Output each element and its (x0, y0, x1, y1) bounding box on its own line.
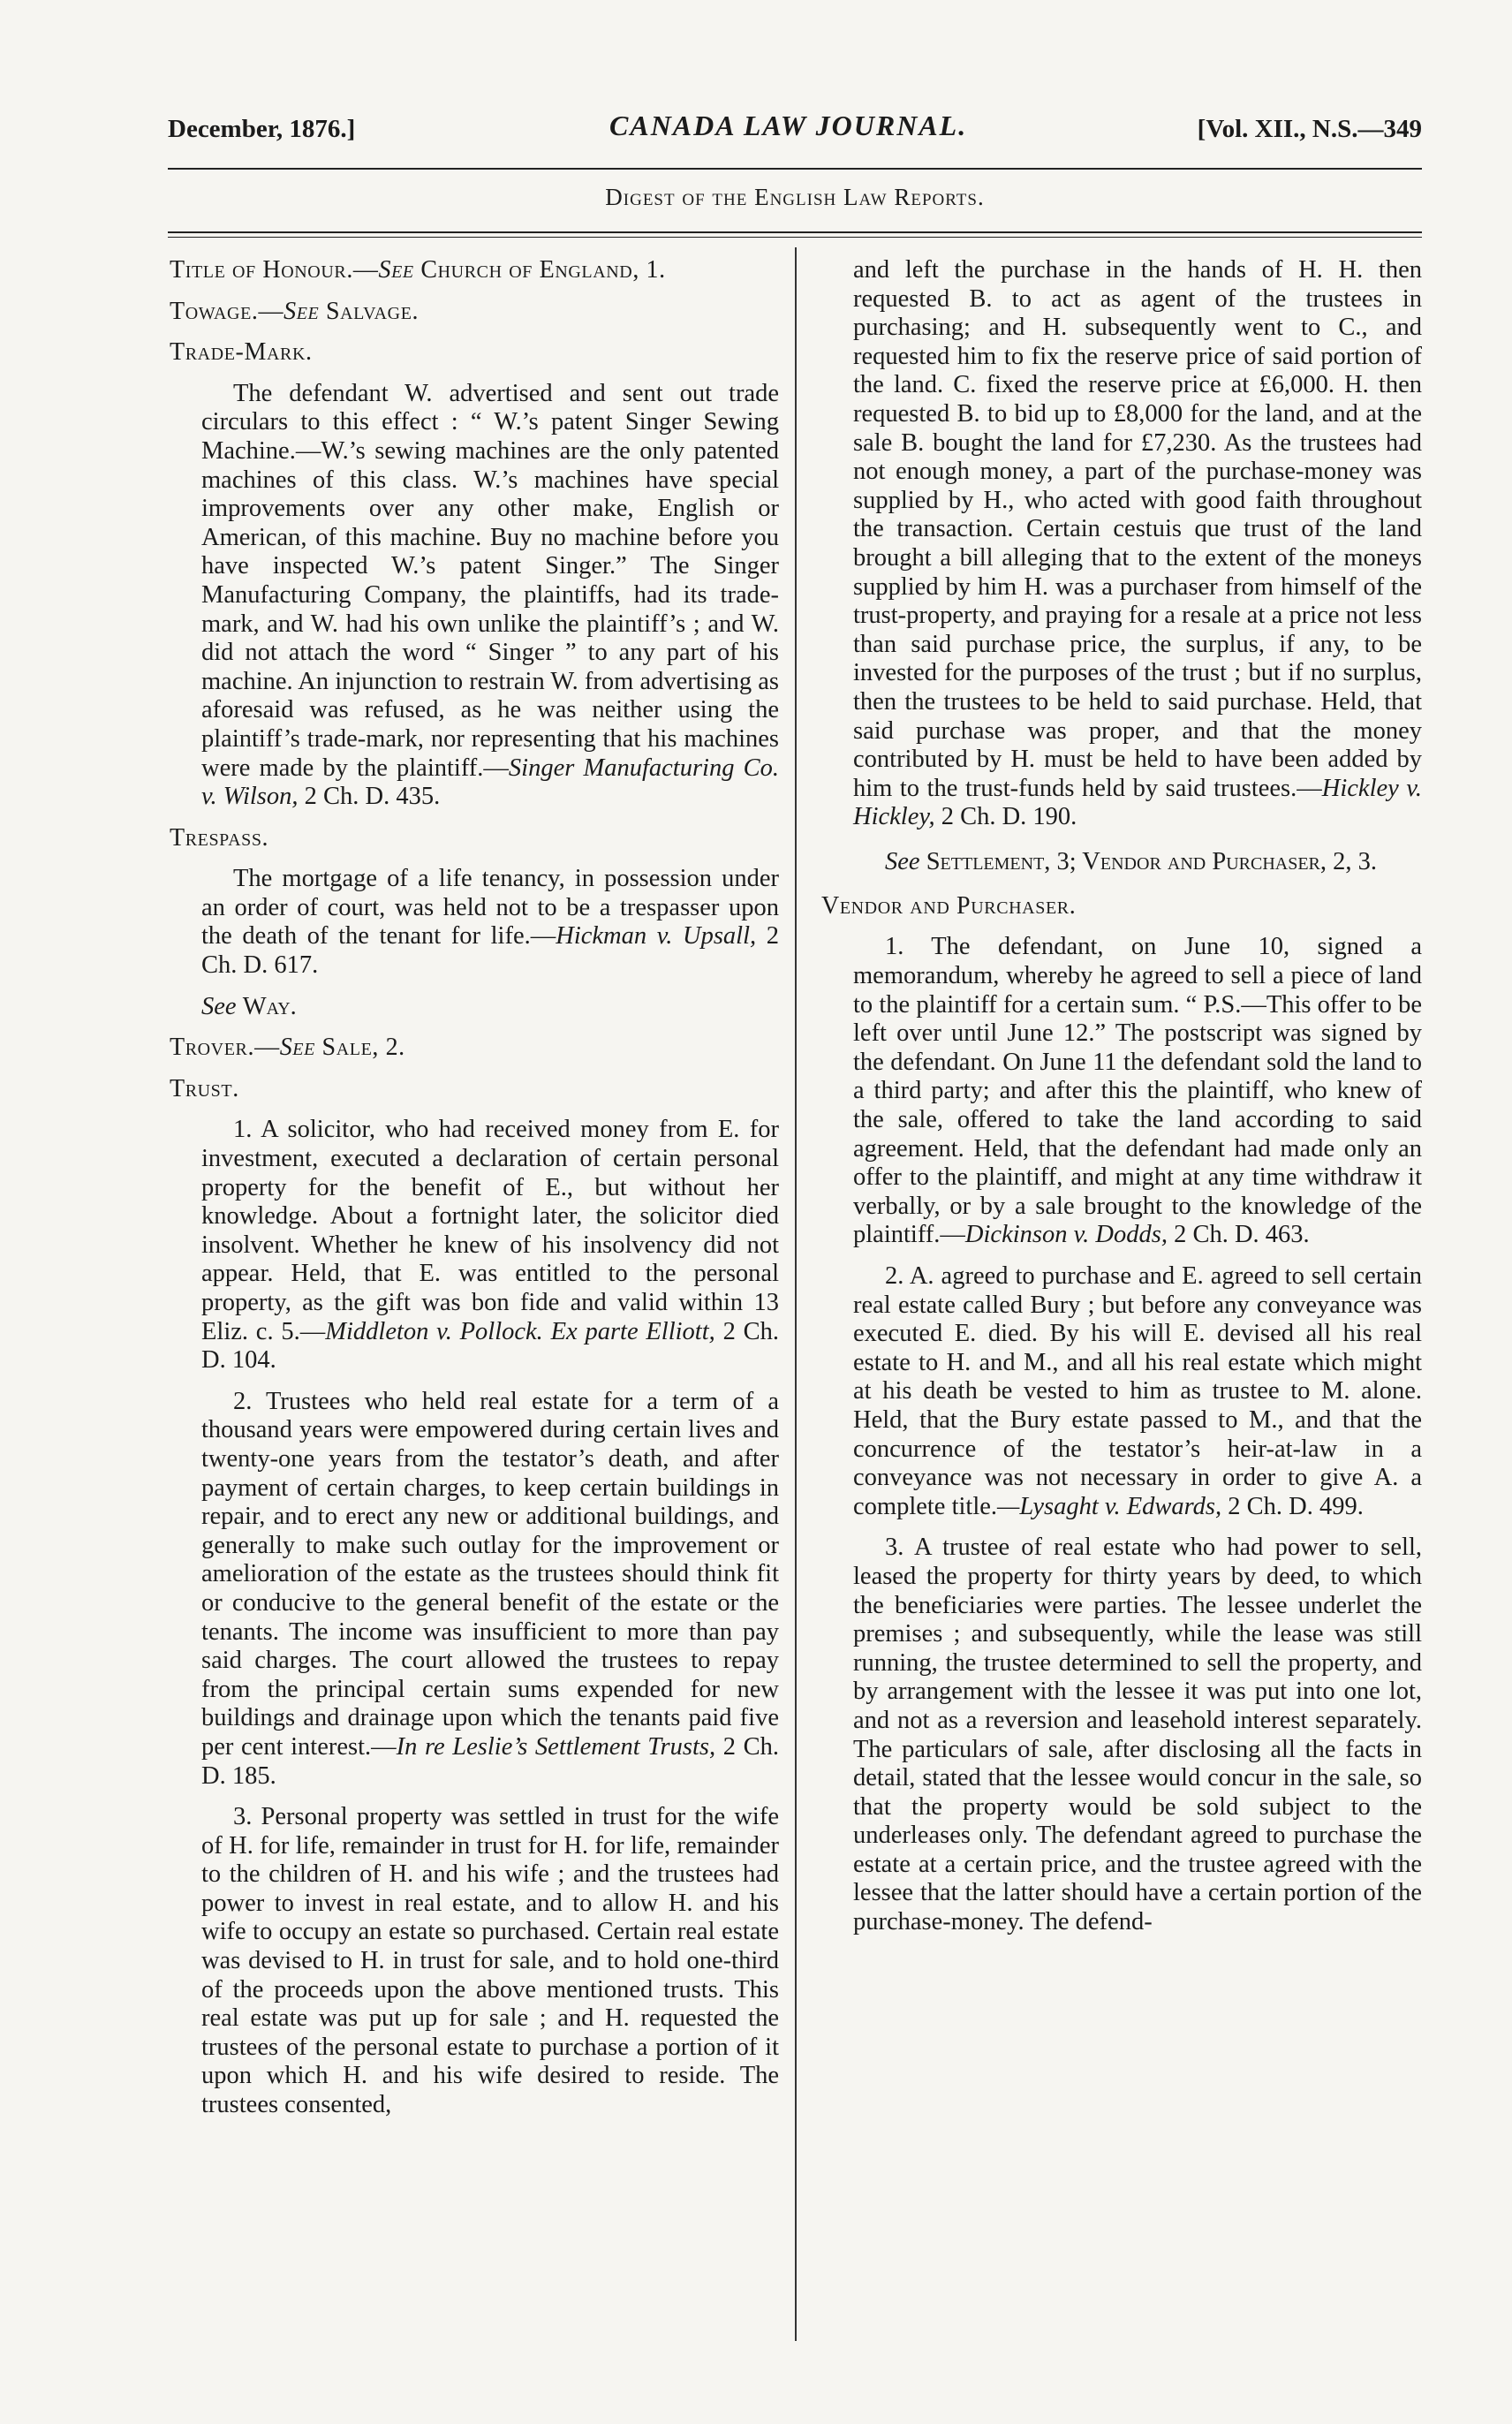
paragraph-text: 1. A solicitor, who had received money from E. for investment, executed a declaration of certain personal property for the benefit of E., but without her knowledge. About a fortnight later, the solicitor died insolvent. Whether he knew of his insolvency did not appear. Held, that E. was entitled to the personal property, as the gift was bon fide and valid within 13 Eliz. c. 5.— (201, 1116, 779, 1345)
paragraph-text: 2. A. agreed to purchase and E. agreed to sell certain real estate called Bury ; but before any conveyance was executed E. died. By his will E. devised all his real estate to H. and M., and all his real estate which might at his death be vested to him as trustee to M. alone. Held, that the Bury estate passed to M., and that the concurrence of the testator’s heir-at-law in a conveyance was not necessary in order to give A. a complete title. (853, 1262, 1422, 1520)
case-name: —Lysaght v. Edwards, (997, 1492, 1222, 1520)
paragraph (201, 1803, 779, 2120)
see-word: See (284, 297, 320, 325)
case-name: Hickley v. Hickley, (853, 774, 1422, 831)
header-journal-title: CANADA LAW JOURNAL. (609, 110, 968, 141)
paragraph (201, 380, 779, 812)
cross-reference: Salvage. (325, 297, 420, 325)
running-header (168, 108, 1422, 154)
subheading-rule-thin (168, 237, 1422, 238)
see-word: See (201, 992, 237, 1020)
heading-trust: Trust. (170, 1074, 239, 1102)
case-name: Singer Manufacturing Co. v. Wilson, (201, 754, 779, 811)
entry-towage (170, 298, 779, 327)
citation: 2 Ch. D. 617. (201, 922, 779, 980)
entry-title-of-honour (170, 256, 779, 285)
right-column (821, 256, 1422, 1950)
citation: 2 Ch. D. 104. (201, 1317, 779, 1375)
heading-label: Title of Honour.— (170, 256, 379, 284)
see-word: See (378, 256, 414, 284)
see-also (201, 993, 779, 1022)
case-name: In re Leslie’s Settlement Trusts, (396, 1732, 716, 1761)
heading-label: Towage.— (170, 297, 284, 325)
paragraph (201, 1388, 779, 1791)
entry-trespass (201, 865, 779, 1021)
case-name: Hickman v. Upsall, (556, 922, 757, 951)
citation: 2 Ch. D. 463. (1167, 1221, 1310, 1249)
paragraph-text: 1. The defendant, on June 10, signed a memorandum, whereby he agreed to sell a piece of land to the plaintiff for a certain sum. “ P.S.—This offer to be left over until June 12.” The postscript was signed by the defendant. On June 11 the defendant sold the land to a third party; and after this the plaintiff, who knew of the sale, offered to take the land according to said agreement. Held, that the defendant had made only an offer to the plaintiff, and might at any time withdraw it verbally, or by a sale brought to the knowledge of the plaintiff.— (853, 933, 1422, 1249)
paragraph-text: The defendant W. advertised and sent out trade circulars to this effect : “ W.’s patent Singer Sewing Machine.—W.’s sewing machines are the only patented machines of this class. W.’s machines have special improvements over any other make, English or American, of this machine. Buy no machine before you have inspected W.’s patent Singer.” The Singer Manufacturing Company, the plaintiffs, had its trade-mark, and W. had his own unlike the plaintiff’s ; and W. did not attach the word “ Singer ” to any part of his machine. An injunction to restrain W. from advertising as aforesaid was refused, as he was neither using the plaintiff’s trade-mark, nor representing that his machines were made by the plaintiff.— (201, 379, 779, 782)
cross-reference: Sale, 2. (321, 1034, 405, 1062)
cross-reference: Way. (242, 992, 297, 1020)
see-also (885, 845, 1422, 880)
paragraph (853, 1262, 1422, 1521)
header-rule (168, 168, 1422, 170)
case-name: Middleton v. Pollock. Ex parte Elliott, (325, 1317, 715, 1345)
column-divider (795, 247, 797, 2341)
citation: 2 Ch. D. 435. (298, 783, 441, 811)
paragraph-text: and left the purchase in the hands of H. H. then requested B. to act as agent of the trustees in purchasing; and H. subsequently went to C., and requested him to fix the reserve price of said portion of the land. C. fixed the reserve price at £6,000. H. then requested B. to bid up to £8,000 for the land, and at the sale B. bought the land for £7,230. As the trustees had not enough money, a part of the purchase-money was supplied by H., who acted with good faith throughout the transaction. Certain cestuis que trust of the land brought a bill alleging that to the extent of the moneys supplied by him H. was a purchaser from himself of the trust-property, and praying for a resale at a price not less than said purchase price, the surplus, if any, to be invested for the purposes of the trust ; but if no surplus, then the trustees to be held to said purchase. Held, that said purchase was proper, and that the money contributed by H. must be held to have been added by him to the trust-funds held by said trustees.— (853, 256, 1422, 802)
header-volume-page: [Vol. XII., N.S.—349 (1197, 115, 1422, 143)
citation: 2 Ch. D. 499. (1221, 1492, 1364, 1520)
citation: 2 Ch. D. 185. (201, 1732, 779, 1790)
paragraph-text: The mortgage of a life tenancy, in possession under an order of court, was held not to be a trespasser upon the death of the tenant for life.— (201, 865, 779, 951)
subheading-rule (168, 231, 1422, 233)
entry-trade-mark (201, 380, 779, 812)
paragraph (853, 256, 1422, 832)
cross-reference: Settlement, 3; Vendor and Purchaser, 2, 3. (926, 847, 1378, 875)
paragraph (853, 933, 1422, 1250)
entry-trover (170, 1034, 779, 1063)
heading-label: Trover.— (170, 1034, 280, 1062)
heading-trespass: Trespass. (170, 823, 269, 852)
heading-vendor-and-purchaser: Vendor and Purchaser. (821, 891, 1077, 920)
see-word: See (279, 1034, 315, 1062)
paragraph-text: 3. A trustee of real estate who had power to sell, leased the property for thirty years by deed, to which the beneficiaries were parties. The lessee underlet the premises ; and subsequently, while the lease was still running, the trustee determined to sell the property, and by arrangement with the lessee it was put into one lot, and not as a reversion and leasehold interest separately. The particulars of sale, after disclosing all the facts in detail, stated that the lessee would concur in the sale, so that the property would be sold subject to the underleases only. The defendant agreed to purchase the estate at a certain price, and the trustee agreed with the lessee that the latter should have a certain portion of the purchase-money. The defend- (853, 1534, 1422, 1936)
entry-trust-continued (821, 256, 1422, 880)
entry-trust (201, 1116, 779, 2119)
cross-reference: Church of England, 1. (420, 256, 666, 284)
paragraph-text: 2. Trustees who held real estate for a term of a thousand years were empowered during certain lives and twenty-one years from the testator’s death, and after payment of certain charges, to keep certain buildings in repair, and to erect any new or additional buildings, and generally to make such outlay for the improvement or amelioration of the estate as the trustees should think fit or conducive to the general benefit of the estate or the tenants. The income was insufficient to more than pay said charges. The court allowed the trustees to repay from the principal certain sums expended for new buildings and drainage upon which the tenants paid five per cent interest.— (201, 1387, 779, 1761)
paragraph (853, 1534, 1422, 1936)
paragraph-text: 3. Personal property was settled in trust for the wife of H. for life, remainder in trust for H. for life, remainder to the children of H. and his wife ; and the trustees had power to invest in real estate, and to allow H. and his wife to occupy an estate so purchased. Certain real estate was devised to H. in trust for sale, and to hold one-third of the proceeds upon the above mentioned trusts. This real estate was put up for sale ; and H. requested the trustees of the personal estate to purchase a portion of it upon which H. and his wife desired to reside. The trustees consented, (201, 1803, 779, 2119)
section-subheading: Digest of the English Law Reports. (605, 184, 985, 210)
see-word: See (885, 847, 920, 875)
entry-vendor-and-purchaser (853, 933, 1422, 1936)
paragraph (201, 1116, 779, 1375)
case-name: Dickinson v. Dodds, (964, 1221, 1168, 1249)
paragraph (201, 865, 779, 980)
header-date: December, 1876.] (168, 115, 356, 143)
citation: 2 Ch. D. 190. (934, 803, 1077, 831)
left-column (170, 256, 779, 2132)
heading-trade-mark: Trade-Mark. (170, 338, 313, 367)
